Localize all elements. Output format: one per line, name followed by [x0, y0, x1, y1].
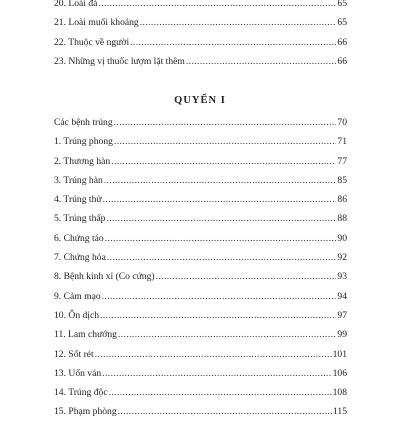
dot-leader — [105, 229, 337, 248]
toc-entry-page: 66 — [337, 55, 347, 67]
toc-entry-title: 1. Trúng phong — [54, 136, 113, 148]
dot-leader — [106, 209, 336, 228]
toc-entry-title: 13. Uốn ván — [54, 367, 102, 379]
dot-leader — [102, 287, 337, 306]
toc-entry-page: 101 — [332, 348, 347, 360]
toc-entry-title: 14. Trúng độc — [54, 387, 108, 399]
toc-entry-page: 97 — [337, 309, 347, 321]
dot-leader — [130, 33, 336, 52]
toc-entry-page: 90 — [337, 232, 347, 244]
toc-entry — [54, 13, 347, 32]
toc-entry — [54, 306, 347, 325]
toc-entry-title: 6. Chứng táo — [54, 232, 104, 244]
toc-entry-page: 92 — [337, 252, 347, 264]
dot-leader — [103, 190, 337, 209]
toc-entry — [54, 113, 347, 132]
dot-leader — [98, 0, 336, 13]
toc-entry-page: 108 — [332, 387, 347, 399]
toc-entry — [54, 33, 347, 52]
toc-entry-title: 23. Những vị thuốc lượm lặt thêm — [54, 55, 185, 67]
toc-entry-title: 12. Sốt rét — [54, 348, 94, 360]
toc-entry-page: 77 — [337, 155, 347, 167]
toc-entry — [54, 171, 347, 190]
toc-entry-page: 65 — [337, 0, 347, 9]
section-heading: QUYỂN I — [174, 95, 226, 106]
toc-entry-page: 94 — [337, 290, 347, 302]
toc-entry — [54, 0, 347, 13]
toc-entry-page: 88 — [337, 213, 347, 225]
toc-entry — [54, 325, 347, 344]
dot-leader — [186, 52, 337, 71]
toc-entry — [54, 52, 347, 71]
toc-entry-page: 66 — [337, 36, 347, 48]
toc-entry-title: 21. Loài muối khoáng — [54, 17, 139, 29]
toc-entry-title: 7. Chứng hỏa — [54, 252, 106, 264]
toc-entry-page: 115 — [332, 406, 347, 418]
dot-leader — [107, 248, 337, 267]
dot-leader — [156, 267, 337, 286]
toc-entry — [54, 248, 347, 267]
toc-list-previous — [54, 0, 347, 71]
toc-entry — [54, 190, 347, 209]
toc-entry-page: 65 — [337, 17, 347, 29]
toc-entry — [54, 229, 347, 248]
toc-entry-title: 11. Lam chướng — [54, 329, 117, 341]
dot-leader — [118, 402, 332, 421]
toc-entry-title: 15. Phạm phòng — [54, 406, 117, 418]
toc-entry — [54, 287, 347, 306]
dot-leader — [118, 325, 336, 344]
toc-entry-title: 9. Cảm mạo — [54, 290, 101, 302]
toc-entry-title: 3. Trúng hàn — [54, 174, 103, 186]
toc-entry-title: Các bệnh trúng — [54, 117, 113, 128]
toc-entry-title: 8. Bệnh kinh xỉ (Co cứng) — [54, 271, 155, 283]
dot-leader — [111, 152, 336, 171]
toc-entry — [54, 267, 347, 286]
toc-entry-page: 106 — [332, 367, 347, 379]
toc-entry-title: 4. Trúng thử — [54, 194, 102, 206]
toc-entry-title: 20. Loài đá — [54, 0, 98, 9]
toc-entry-title: 2. Thương hàn — [54, 155, 111, 167]
toc-entry — [54, 132, 347, 151]
toc-entry — [54, 209, 347, 228]
toc-entry-page: 93 — [337, 271, 347, 283]
toc-entry-title: 10. Ôn dịch — [54, 309, 100, 321]
dot-leader — [104, 171, 337, 190]
toc-entry — [54, 345, 347, 364]
toc-entry-title: 22. Thuộc về người — [54, 36, 130, 48]
toc-entry-page: 86 — [337, 194, 347, 206]
toc-list-quyen-1 — [54, 113, 347, 422]
toc-entry — [54, 364, 347, 383]
dot-leader — [114, 113, 337, 132]
dot-leader — [140, 13, 337, 32]
toc-entry — [54, 152, 347, 171]
toc-entry-title: 5. Trúng thấp — [54, 213, 106, 225]
dot-leader — [114, 132, 336, 151]
toc-entry-page: 85 — [337, 174, 347, 186]
toc-entry-page: 99 — [337, 329, 347, 341]
dot-leader — [95, 345, 332, 364]
dot-leader — [100, 306, 336, 325]
toc-entry — [54, 402, 347, 421]
toc-entry-page: 71 — [337, 136, 347, 148]
dot-leader — [102, 364, 331, 383]
toc-entry-page: 70 — [337, 117, 347, 128]
